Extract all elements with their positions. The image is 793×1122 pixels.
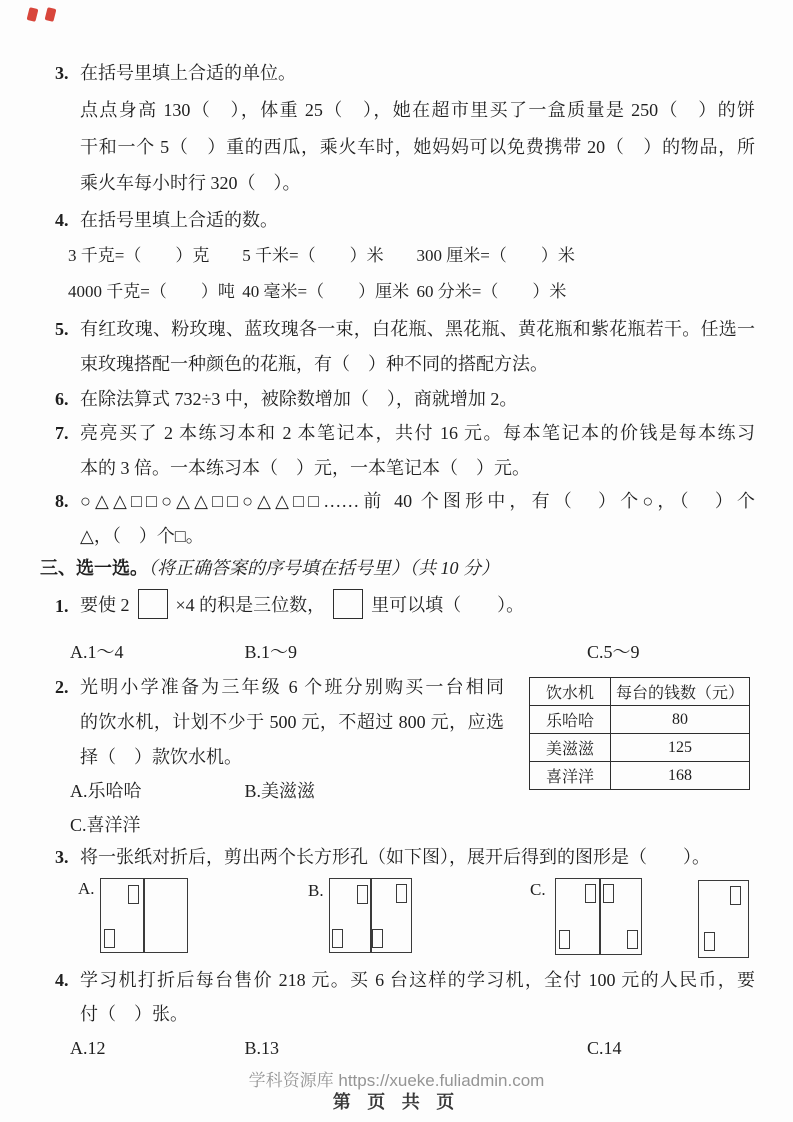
cq1-mid: ×4 的积是三位数， <box>175 595 326 615</box>
q8-number: 8. <box>55 491 69 511</box>
section3-title: 三、选一选。 <box>40 558 148 578</box>
cut-hole <box>603 884 614 903</box>
section3-note: （将正确答案的序号填在括号里）（共 10 分） <box>148 558 499 578</box>
conversion-cell: 4000 千克=（ ）吨 <box>68 282 235 301</box>
section3-header <box>40 555 499 581</box>
cut-hole <box>627 930 638 949</box>
q3-number: 3. <box>55 63 69 83</box>
option-a: A.12 <box>70 1038 106 1058</box>
cq2-line3: 择（ ）款饮水机。 <box>80 747 242 767</box>
cut-hole <box>357 885 368 904</box>
q5-number: 5. <box>55 319 69 339</box>
cq2-line2: 的饮水机，计划不少于 500 元，不超过 800 元，应选 <box>80 712 504 732</box>
price-cell: 168 <box>611 762 750 790</box>
conversion-cell: 5 千米=（ ）米 <box>242 246 384 265</box>
q4-number: 4. <box>55 210 69 230</box>
blank-box <box>138 589 168 619</box>
q8-line1: ○△△□□○△△□□○△△□□……前 40 个图形中，有（ ）个○，（ ）个 <box>80 491 755 511</box>
red-scan-mark <box>27 7 39 22</box>
q3-line3: 乘火车每小时行 320（ ）。 <box>80 173 301 193</box>
cq2-options-row1 <box>70 778 315 804</box>
q6-number: 6. <box>55 389 69 409</box>
cq1-pre: 要使 2 <box>80 595 130 615</box>
table-row <box>530 706 750 734</box>
option-c: C.14 <box>587 1038 622 1058</box>
q3-line2: 干和一个 5（ ）重的西瓜，乘火车时，她妈妈可以免费携带 20（ ）的物品，所 <box>80 137 755 157</box>
cut-hole <box>332 929 343 948</box>
q4-conversion-row2 <box>68 280 566 305</box>
page-footer-pagination: 第 页 共 页 <box>332 1092 461 1112</box>
brand-cell: 美滋滋 <box>530 734 611 762</box>
option-b: B.1～9 <box>244 642 298 662</box>
cut-hole <box>585 884 596 903</box>
figure-b-label: B. <box>308 881 324 900</box>
red-scan-mark <box>45 7 57 22</box>
cq2-option-c: C.喜洋洋 <box>70 815 141 835</box>
figure-a-label: A. <box>78 879 95 898</box>
cut-hole <box>104 929 115 948</box>
cut-hole <box>559 930 570 949</box>
conversion-cell: 60 分米=（ ）米 <box>416 282 567 301</box>
paper-figure-c <box>555 878 642 955</box>
fold-line <box>143 879 145 952</box>
cq4-line2: 付（ ）张。 <box>80 1004 188 1024</box>
option-c: C.5～9 <box>587 642 640 662</box>
cut-hole <box>704 932 715 951</box>
table-header-brand: 饮水机 <box>530 678 611 706</box>
brand-cell: 乐哈哈 <box>530 706 611 734</box>
cut-hole <box>128 885 139 904</box>
blank-box <box>333 589 363 619</box>
cq2-line1: 光明小学准备为三年级 6 个班分别购买一台相同 <box>80 677 504 697</box>
cq1-number: 1. <box>55 596 69 616</box>
water-dispenser-price-table <box>529 677 750 790</box>
q7-line1: 亮亮买了 2 本练习本和 2 本笔记本，共付 16 元。每本笔记本的价钱是每本练习 <box>80 423 755 443</box>
cq1-options <box>70 639 640 665</box>
conversion-cell: 40 毫米=（ ）厘米 <box>242 282 410 301</box>
cq4-number: 4. <box>55 970 69 990</box>
q3-line1: 点点身高 130（ ），体重 25（ ），她在超市里买了一盒质量是 250（ ）的饼 <box>80 100 755 120</box>
q5-line2: 束玫瑰搭配一种颜色的花瓶，有（ ）种不同的搭配方法。 <box>80 354 548 374</box>
cut-hole <box>372 929 383 948</box>
q6-text: 在除法算式 732÷3 中，被除数增加（ ），商就增加 2。 <box>80 389 518 409</box>
folded-paper-reference <box>698 880 749 958</box>
table-header-price: 每台的钱数（元） <box>611 678 750 706</box>
cq2-number: 2. <box>55 677 69 697</box>
q7-number: 7. <box>55 423 69 443</box>
price-cell: 80 <box>611 706 750 734</box>
option-b: B.美滋滋 <box>244 781 316 801</box>
q4-title: 在括号里填上合适的数。 <box>80 210 278 230</box>
option-a: A.乐哈哈 <box>70 781 142 801</box>
site-watermark: 学科资源库 https://xueke.fuliadmin.com <box>248 1071 545 1090</box>
option-b: B.13 <box>244 1038 280 1058</box>
conversion-cell: 300 厘米=（ ）米 <box>416 246 575 265</box>
cq3-text: 将一张纸对折后，剪出两个长方形孔（如下图），展开后得到的图形是（ ）。 <box>80 847 710 867</box>
figure-c-label: C. <box>530 880 546 899</box>
cq3-number: 3. <box>55 847 69 867</box>
cq1-stem <box>80 589 524 619</box>
q5-line1: 有红玫瑰、粉玫瑰、蓝玫瑰各一束，白花瓶、黑花瓶、黄花瓶和紫花瓶若干。任选一 <box>80 319 755 339</box>
cq4-line1: 学习机打折后每台售价 218 元。买 6 台这样的学习机，全付 100 元的人民币，要 <box>80 970 755 990</box>
cut-hole <box>730 886 741 905</box>
paper-figure-b <box>329 878 412 953</box>
table-row <box>530 762 750 790</box>
paper-figure-a <box>100 878 188 953</box>
cq1-post: 里可以填（ ）。 <box>371 595 525 615</box>
q3-title: 在括号里填上合适的单位。 <box>80 63 296 83</box>
price-cell: 125 <box>611 734 750 762</box>
option-a: A.1～4 <box>70 642 124 662</box>
conversion-cell: 3 千克=（ ）克 <box>68 246 210 265</box>
q7-line2: 本的 3 倍。一本练习本（ ）元，一本笔记本（ ）元。 <box>80 458 530 478</box>
q8-line2: △，（ ）个□。 <box>80 526 204 546</box>
cut-hole <box>396 884 407 903</box>
fold-line <box>599 879 601 954</box>
cq4-options <box>70 1035 622 1061</box>
table-row <box>530 734 750 762</box>
q4-conversion-row1 <box>68 244 575 269</box>
brand-cell: 喜洋洋 <box>530 762 611 790</box>
table-header-row <box>530 678 750 706</box>
